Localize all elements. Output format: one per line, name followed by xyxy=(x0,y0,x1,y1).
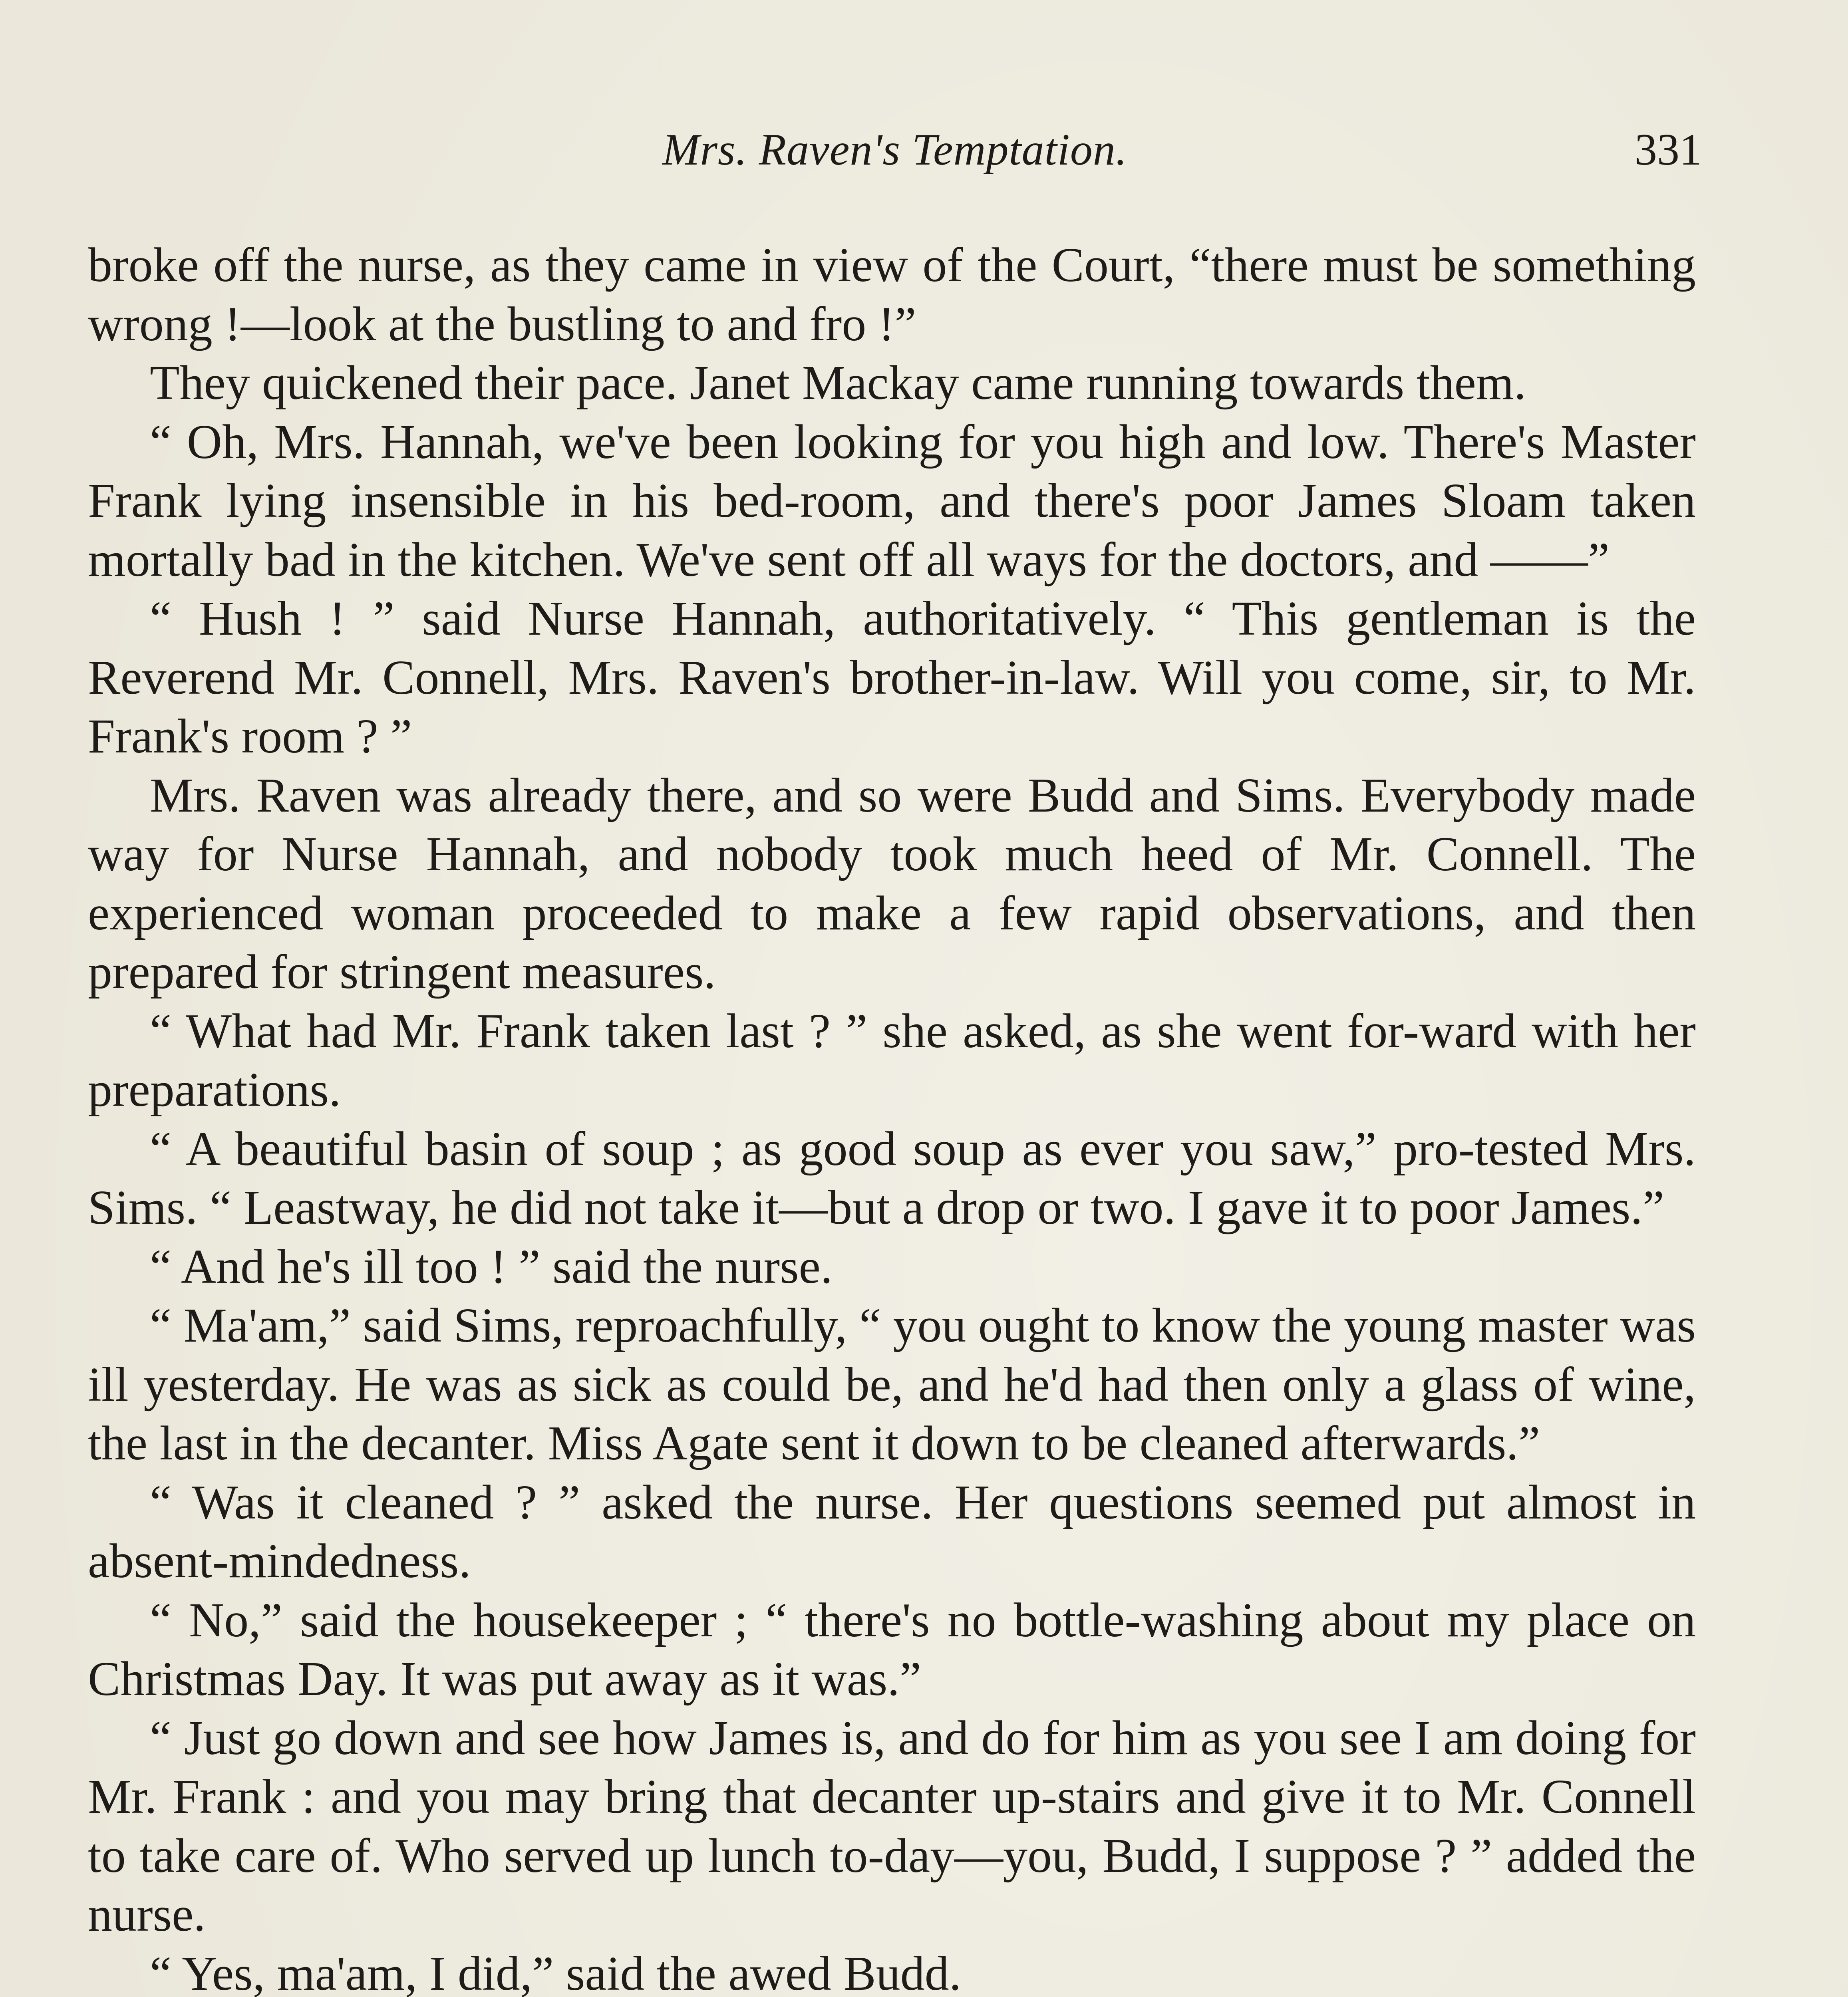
paragraph: “ Yes, ma'am, I did,” said the awed Budd. xyxy=(150,1946,962,1997)
paragraph: “ Hush ! ” said Nurse Hannah, authoritatively. “ This gentleman is the Reverend Mr. Connell, Mrs. Raven's brother-in-law. Will you come, sir, to Mr. Frank's room ? ” xyxy=(88,592,1696,763)
paragraph: “ No,” said the housekeeper ; “ there's no bottle-washing about my place on Christmas Day. It was put away as it was.” xyxy=(88,1593,1696,1706)
page-number: 331 xyxy=(1635,125,1702,175)
paragraph: “ What had Mr. Frank taken last ? ” she asked, as she went for-ward with her preparations. xyxy=(88,1004,1696,1117)
page-header xyxy=(88,120,1702,188)
running-title: Mrs. Raven's Temptation. xyxy=(662,125,1127,175)
paragraph: “ Oh, Mrs. Hannah, we've been looking for you high and low. There's Master Frank lying insensible in his bed-room, and there's poor James Sloam taken mortally bad in the kitchen. We've sent off all ways for the doctors, and ——” xyxy=(88,415,1696,587)
paragraph: “ Ma'am,” said Sims, reproachfully, “ you ought to know the young master was ill yesterday. He was as sick as could be, and he'd had then only a glass of wine, the last in the decanter. Miss Agate sent it down to be cleaned afterwards.” xyxy=(88,1298,1696,1470)
paragraph: broke off the nurse, as they came in view of the Court, “there must be something wrong !—look at the bustling to and fro !” xyxy=(88,238,1696,351)
paragraph: They quickened their pace. Janet Mackay came running towards them. xyxy=(150,356,1526,410)
paragraph: “ A beautiful basin of soup ; as good soup as ever you saw,” pro-tested Mrs. Sims. “ Leastway, he did not take it—but a drop or two. I gave it to poor James.” xyxy=(88,1122,1696,1235)
paragraph: “ Was it cleaned ? ” asked the nurse. Her questions seemed put almost in absent-mindedness. xyxy=(88,1475,1696,1588)
body-text xyxy=(88,236,1696,1997)
paragraph: Mrs. Raven was already there, and so were Budd and Sims. Everybody made way for Nurse Hannah, and nobody took much heed of Mr. Connell. The experienced woman proceeded to make a few rapid observations, and then prepared for stringent measures. xyxy=(88,768,1696,999)
paragraph: “ And he's ill too ! ” said the nurse. xyxy=(150,1239,833,1294)
paragraph: “ Just go down and see how James is, and do for him as you see I am doing for Mr. Frank : and you may bring that decanter up-stairs and give it to Mr. Connell to take care of. Who served up lunch to-day—you, Budd, I suppose ? ” added the nurse. xyxy=(88,1711,1696,1941)
